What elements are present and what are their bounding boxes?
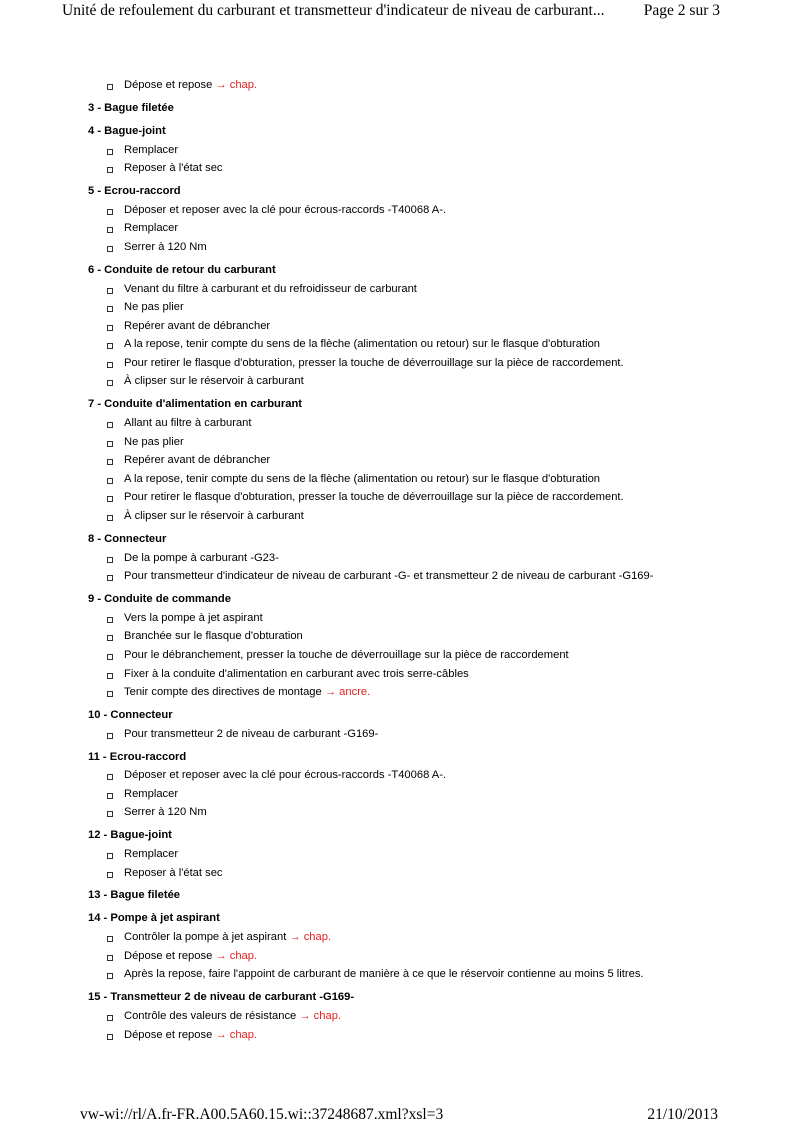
list-item xyxy=(88,433,728,452)
list-item xyxy=(88,627,728,646)
section-item-list xyxy=(88,609,728,702)
list-item xyxy=(88,947,728,966)
chapter-link[interactable]: → chap. xyxy=(299,1009,342,1022)
sections-container xyxy=(88,99,728,1044)
section xyxy=(88,706,728,743)
list-item xyxy=(88,298,728,317)
section-item-list xyxy=(88,549,728,586)
page-footer xyxy=(0,1106,794,1123)
chapter-link[interactable]: → chap. xyxy=(289,931,332,944)
list-item-text: Reposer à l'état sec xyxy=(124,162,223,175)
section-item-list xyxy=(88,766,728,822)
list-item xyxy=(88,725,728,744)
list-item xyxy=(88,646,728,665)
list-item xyxy=(88,414,728,433)
list-item xyxy=(88,219,728,238)
list-item-text: Contrôler la pompe à jet aspirant xyxy=(124,931,290,944)
list-item-text: Déposer et reposer avec la clé pour écrous-raccords -T40068 A-. xyxy=(124,203,447,216)
list-item-text: À clipser sur le réservoir à carburant xyxy=(124,510,304,523)
section-item-list xyxy=(88,1007,728,1044)
list-item-text: Serrer à 120 Nm xyxy=(124,806,207,819)
list-item xyxy=(88,76,728,95)
list-item-text: Ne pas plier xyxy=(124,301,184,314)
section-title: 9 - Conduite de commande xyxy=(88,592,231,605)
section xyxy=(88,988,728,1044)
section-title: 7 - Conduite d'alimentation en carburant xyxy=(88,398,302,411)
list-item xyxy=(88,451,728,470)
list-item-text: Branchée sur le flasque d'obturation xyxy=(124,630,303,643)
print-date: 21/10/2013 xyxy=(647,1106,718,1123)
list-item xyxy=(88,507,728,526)
list-item-text: Dépose et repose xyxy=(124,79,216,91)
list-item xyxy=(88,766,728,785)
list-item xyxy=(88,317,728,336)
list-item-text: Pour le débranchement, presser la touche de déverrouillage sur la pièce de raccordement xyxy=(124,648,569,661)
list-item-text: Remplacer xyxy=(124,143,179,156)
section xyxy=(88,826,728,882)
list-item xyxy=(88,280,728,299)
section-title: 6 - Conduite de retour du carburant xyxy=(88,263,276,276)
list-item-text: Pour retirer le flasque d'obturation, presser la touche de déverrouillage sur la pièce de raccordement. xyxy=(124,356,624,369)
list-item-text: Serrer à 120 Nm xyxy=(124,240,207,253)
section-item-list xyxy=(88,845,728,882)
list-item xyxy=(88,1007,728,1026)
section-item-list xyxy=(88,280,728,392)
list-item-text: A la repose, tenir compte du sens de la flèche (alimentation ou retour) sur le flasque d'obturation xyxy=(124,338,601,351)
section xyxy=(88,530,728,586)
list-item xyxy=(88,1026,728,1045)
chapter-link[interactable]: → ancre. xyxy=(324,686,371,699)
list-item xyxy=(88,372,728,391)
list-item-text: Fixer à la conduite d'alimentation en carburant avec trois serre-câbles xyxy=(124,667,469,680)
document-url: vw-wi://rl/A.fr-FR.A00.5A60.15.wi::37248687.xml?xsl=3 xyxy=(80,1106,444,1123)
section-title: 8 - Connecteur xyxy=(88,532,167,545)
chapter-link[interactable]: → chap. xyxy=(215,79,258,91)
list-item-text: Contrôle des valeurs de résistance xyxy=(124,1009,300,1022)
list-item-text: Allant au filtre à carburant xyxy=(124,417,252,430)
list-item-text: Remplacer xyxy=(124,848,179,861)
list-item xyxy=(88,141,728,160)
section-item-list xyxy=(88,141,728,178)
section xyxy=(88,886,728,905)
list-item-text: Ne pas plier xyxy=(124,435,184,448)
list-item-text: Remplacer xyxy=(124,787,179,800)
list-item xyxy=(88,965,728,984)
list-item-text: De la pompe à carburant -G23- xyxy=(124,551,279,564)
list-item-text: A la repose, tenir compte du sens de la flèche (alimentation ou retour) sur le flasque d'obturation xyxy=(124,472,601,485)
list-item-text: Remplacer xyxy=(124,222,179,235)
list-item-text: Tenir compte des directives de montage xyxy=(124,686,325,699)
section-title: 13 - Bague filetée xyxy=(88,889,181,902)
section xyxy=(88,182,728,257)
page-number: Page 2 sur 3 xyxy=(643,2,720,19)
section-title: 14 - Pompe à jet aspirant xyxy=(88,912,220,925)
list-item xyxy=(88,335,728,354)
section-title: 10 - Connecteur xyxy=(88,708,173,721)
list-item xyxy=(88,845,728,864)
section xyxy=(88,122,728,178)
list-item-text: Pour transmetteur d'indicateur de niveau de carburant -G- et transmetteur 2 de niveau de carburant -G169- xyxy=(124,570,654,583)
section-title: 3 - Bague filetée xyxy=(88,101,174,114)
chapter-link[interactable]: → chap. xyxy=(215,949,258,962)
list-item xyxy=(88,665,728,684)
section xyxy=(88,395,728,525)
list-item xyxy=(88,238,728,257)
chapter-link[interactable]: → chap. xyxy=(215,1028,258,1041)
list-item xyxy=(88,470,728,489)
list-item-text: Repérer avant de débrancher xyxy=(124,454,271,467)
section-item-list xyxy=(88,414,728,526)
page-header xyxy=(0,2,794,24)
section xyxy=(88,909,728,984)
list-item-text: Dépose et repose xyxy=(124,1028,216,1041)
list-item-text: Reposer à l'état sec xyxy=(124,866,223,879)
list-item xyxy=(88,864,728,883)
section xyxy=(88,748,728,823)
list-item-text: Pour retirer le flasque d'obturation, presser la touche de déverrouillage sur la pièce de raccordement. xyxy=(124,491,624,504)
list-item xyxy=(88,201,728,220)
list-item-text: Venant du filtre à carburant et du refroidisseur de carburant xyxy=(124,282,417,295)
section-title: 15 - Transmetteur 2 de niveau de carburant -G169- xyxy=(88,991,355,1004)
list-item xyxy=(88,488,728,507)
document-content xyxy=(88,76,728,1044)
section-title: 12 - Bague-joint xyxy=(88,829,172,842)
section-title: 11 - Ecrou-raccord xyxy=(88,750,187,763)
list-item-text: Après la repose, faire l'appoint de carburant de manière à ce que le réservoir contienne au moins 5 litres. xyxy=(124,968,644,981)
list-item-text: Vers la pompe à jet aspirant xyxy=(124,611,263,624)
list-item-text: Déposer et reposer avec la clé pour écrous-raccords -T40068 A-. xyxy=(124,769,447,782)
list-item xyxy=(88,549,728,568)
list-item xyxy=(88,928,728,947)
list-item-text: À clipser sur le réservoir à carburant xyxy=(124,375,304,388)
list-item xyxy=(88,609,728,628)
section xyxy=(88,99,728,118)
section-item-list xyxy=(88,201,728,257)
section-title: 4 - Bague-joint xyxy=(88,124,166,137)
list-item xyxy=(88,567,728,586)
list-item xyxy=(88,785,728,804)
list-item xyxy=(88,803,728,822)
section-item-list xyxy=(88,725,728,744)
section xyxy=(88,261,728,391)
list-item xyxy=(88,683,728,702)
document-title: Unité de refoulement du carburant et transmetteur d'indicateur de niveau de carburant... xyxy=(62,2,605,19)
intro-list xyxy=(88,76,728,95)
list-item-text: Repérer avant de débrancher xyxy=(124,319,271,332)
section-item-list xyxy=(88,928,728,984)
list-item xyxy=(88,159,728,178)
list-item-text: Pour transmetteur 2 de niveau de carburant -G169- xyxy=(124,727,379,740)
section-title: 5 - Ecrou-raccord xyxy=(88,184,181,197)
list-item xyxy=(88,354,728,373)
section xyxy=(88,590,728,702)
list-item-text: Dépose et repose xyxy=(124,949,216,962)
